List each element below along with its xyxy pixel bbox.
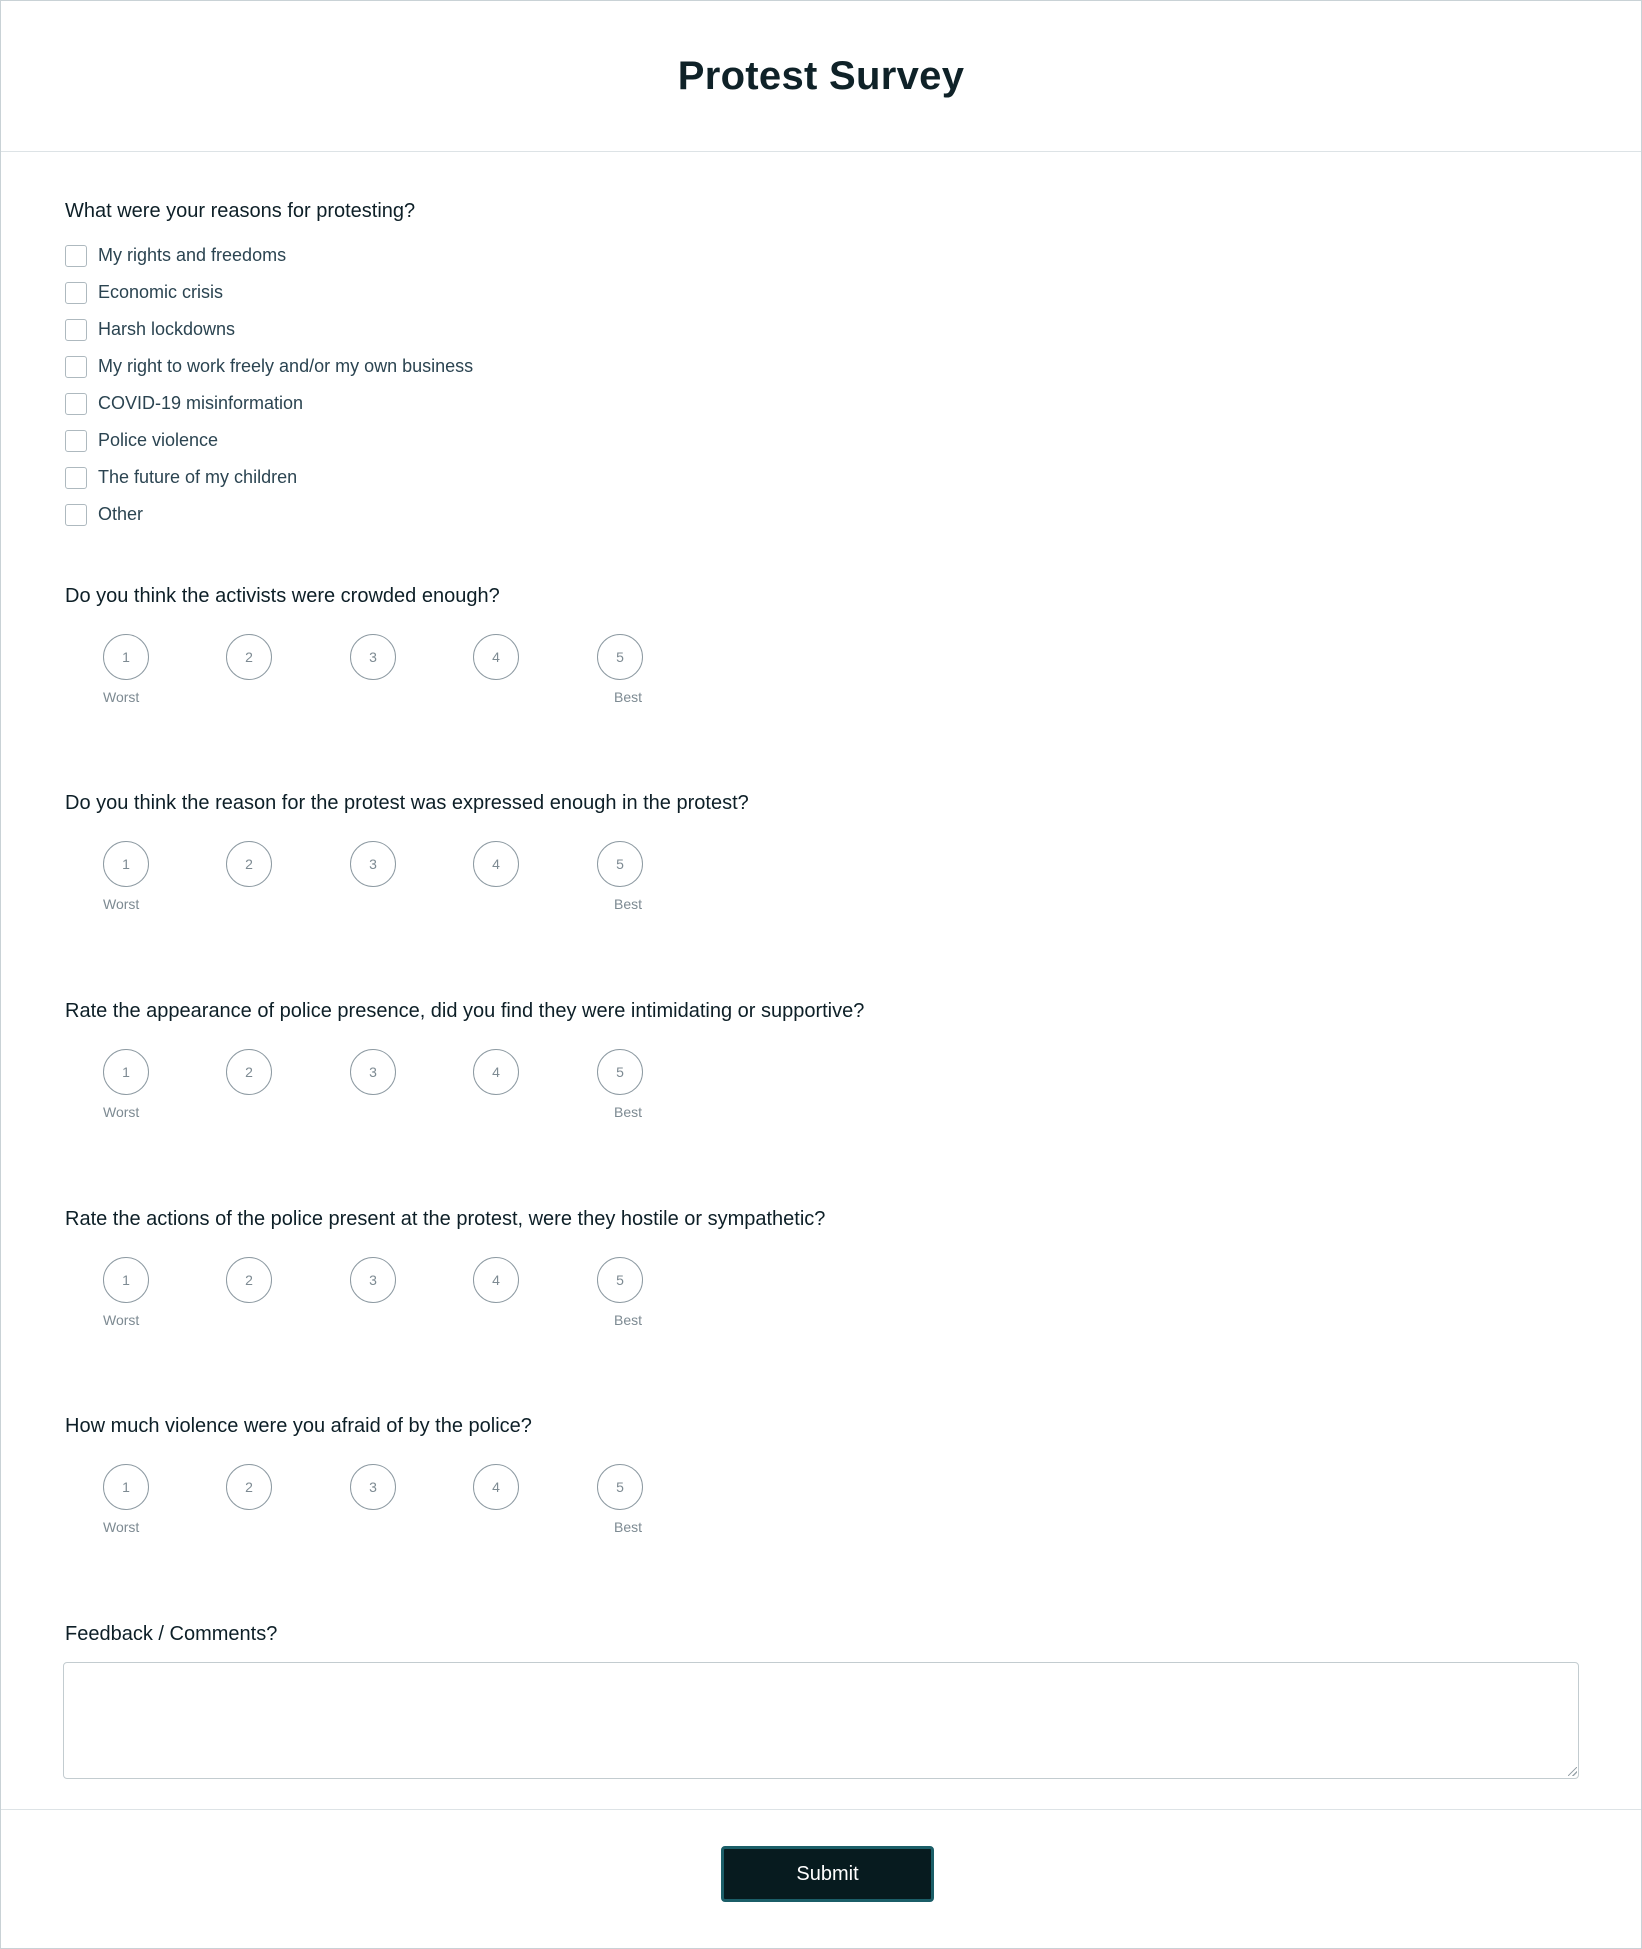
- scale-min-label: Worst: [103, 896, 140, 912]
- rating-option-1[interactable]: 1: [103, 634, 149, 680]
- question-label: What were your reasons for protesting?: [65, 200, 416, 222]
- checkbox-option[interactable]: [65, 237, 1577, 274]
- question-label: Feedback / Comments?: [65, 1623, 278, 1645]
- checkbox-label: Harsh lockdowns: [98, 319, 236, 339]
- rating-option-4[interactable]: 4: [473, 1049, 519, 1095]
- checkbox-label: My right to work freely and/or my own business: [98, 356, 474, 376]
- page-title: Protest Survey: [677, 53, 965, 98]
- rating-option-1[interactable]: 1: [103, 841, 149, 887]
- checkbox-option[interactable]: [65, 459, 1577, 496]
- scale-max-label: Best: [614, 896, 643, 912]
- checkbox[interactable]: [65, 319, 87, 341]
- question-rating-violence-fear: [65, 1414, 1577, 1554]
- checkbox-label: COVID-19 misinformation: [98, 393, 304, 413]
- checkbox[interactable]: [65, 282, 87, 304]
- rating-option-5[interactable]: 5: [597, 841, 643, 887]
- question-rating-reason-expressed: [65, 791, 1577, 931]
- submit-button[interactable]: Submit: [721, 1846, 934, 1902]
- rating-option-1[interactable]: 1: [103, 1049, 149, 1095]
- checkbox[interactable]: [65, 467, 87, 489]
- rating-option-3[interactable]: 3: [350, 1049, 396, 1095]
- scale-max-label: Best: [614, 1519, 643, 1535]
- checkbox[interactable]: [65, 245, 87, 267]
- form-footer: [1, 1809, 1641, 1949]
- checkbox-label: Economic crisis: [98, 282, 224, 302]
- checkbox[interactable]: [65, 504, 87, 526]
- rating-option-3[interactable]: 3: [350, 841, 396, 887]
- scale-max-label: Best: [614, 1104, 643, 1120]
- resize-handle-icon[interactable]: [1568, 1767, 1577, 1776]
- rating-option-4[interactable]: 4: [473, 1257, 519, 1303]
- question-rating-police-actions: [65, 1207, 1577, 1347]
- question-label: Rate the actions of the police present at the protest, were they hostile or sympathetic?: [65, 1208, 826, 1230]
- scale-min-label: Worst: [103, 1519, 140, 1535]
- scale-min-label: Worst: [103, 689, 140, 705]
- checkbox[interactable]: [65, 356, 87, 378]
- scale-max-label: Best: [614, 1312, 643, 1328]
- rating-scale: [65, 841, 1577, 931]
- rating-option-2[interactable]: 2: [226, 841, 272, 887]
- checkbox-group: [65, 237, 1577, 533]
- rating-option-2[interactable]: 2: [226, 634, 272, 680]
- checkbox-option[interactable]: [65, 385, 1577, 422]
- rating-option-4[interactable]: 4: [473, 634, 519, 680]
- scale-min-label: Worst: [103, 1312, 140, 1328]
- question-label: How much violence were you afraid of by the police?: [65, 1415, 532, 1437]
- rating-scale: [65, 1049, 1577, 1139]
- rating-option-3[interactable]: 3: [350, 1464, 396, 1510]
- question-reasons: [65, 199, 1577, 533]
- rating-option-4[interactable]: 4: [473, 841, 519, 887]
- feedback-textarea[interactable]: [63, 1662, 1579, 1779]
- checkbox-option[interactable]: [65, 274, 1577, 311]
- rating-scale: [65, 1464, 1577, 1554]
- scale-min-label: Worst: [103, 1104, 140, 1120]
- checkbox-option[interactable]: [65, 496, 1577, 533]
- scale-max-label: Best: [614, 689, 643, 705]
- rating-option-2[interactable]: 2: [226, 1257, 272, 1303]
- checkbox[interactable]: [65, 430, 87, 452]
- rating-scale: [65, 1257, 1577, 1347]
- question-feedback: [65, 1622, 1577, 1646]
- rating-option-2[interactable]: 2: [226, 1049, 272, 1095]
- rating-option-2[interactable]: 2: [226, 1464, 272, 1510]
- rating-option-5[interactable]: 5: [597, 1464, 643, 1510]
- question-label: Rate the appearance of police presence, did you find they were intimidating or supportive?: [65, 1000, 865, 1022]
- question-label: Do you think the reason for the protest was expressed enough in the protest?: [65, 792, 749, 814]
- checkbox-option[interactable]: [65, 348, 1577, 385]
- checkbox-label: The future of my children: [98, 467, 298, 487]
- rating-option-4[interactable]: 4: [473, 1464, 519, 1510]
- question-rating-police-presence: [65, 999, 1577, 1139]
- checkbox[interactable]: [65, 393, 87, 415]
- question-rating-crowded: [65, 584, 1577, 724]
- rating-option-3[interactable]: 3: [350, 634, 396, 680]
- rating-option-1[interactable]: 1: [103, 1257, 149, 1303]
- form-header: [1, 1, 1641, 152]
- rating-scale: [65, 634, 1577, 724]
- question-label: Do you think the activists were crowded enough?: [65, 585, 500, 607]
- checkbox-label: Other: [98, 504, 144, 524]
- rating-option-5[interactable]: 5: [597, 634, 643, 680]
- rating-option-5[interactable]: 5: [597, 1049, 643, 1095]
- checkbox-label: Police violence: [98, 430, 219, 450]
- checkbox-option[interactable]: [65, 422, 1577, 459]
- checkbox-option[interactable]: [65, 311, 1577, 348]
- rating-option-3[interactable]: 3: [350, 1257, 396, 1303]
- rating-option-1[interactable]: 1: [103, 1464, 149, 1510]
- checkbox-label: My rights and freedoms: [98, 245, 287, 265]
- rating-option-5[interactable]: 5: [597, 1257, 643, 1303]
